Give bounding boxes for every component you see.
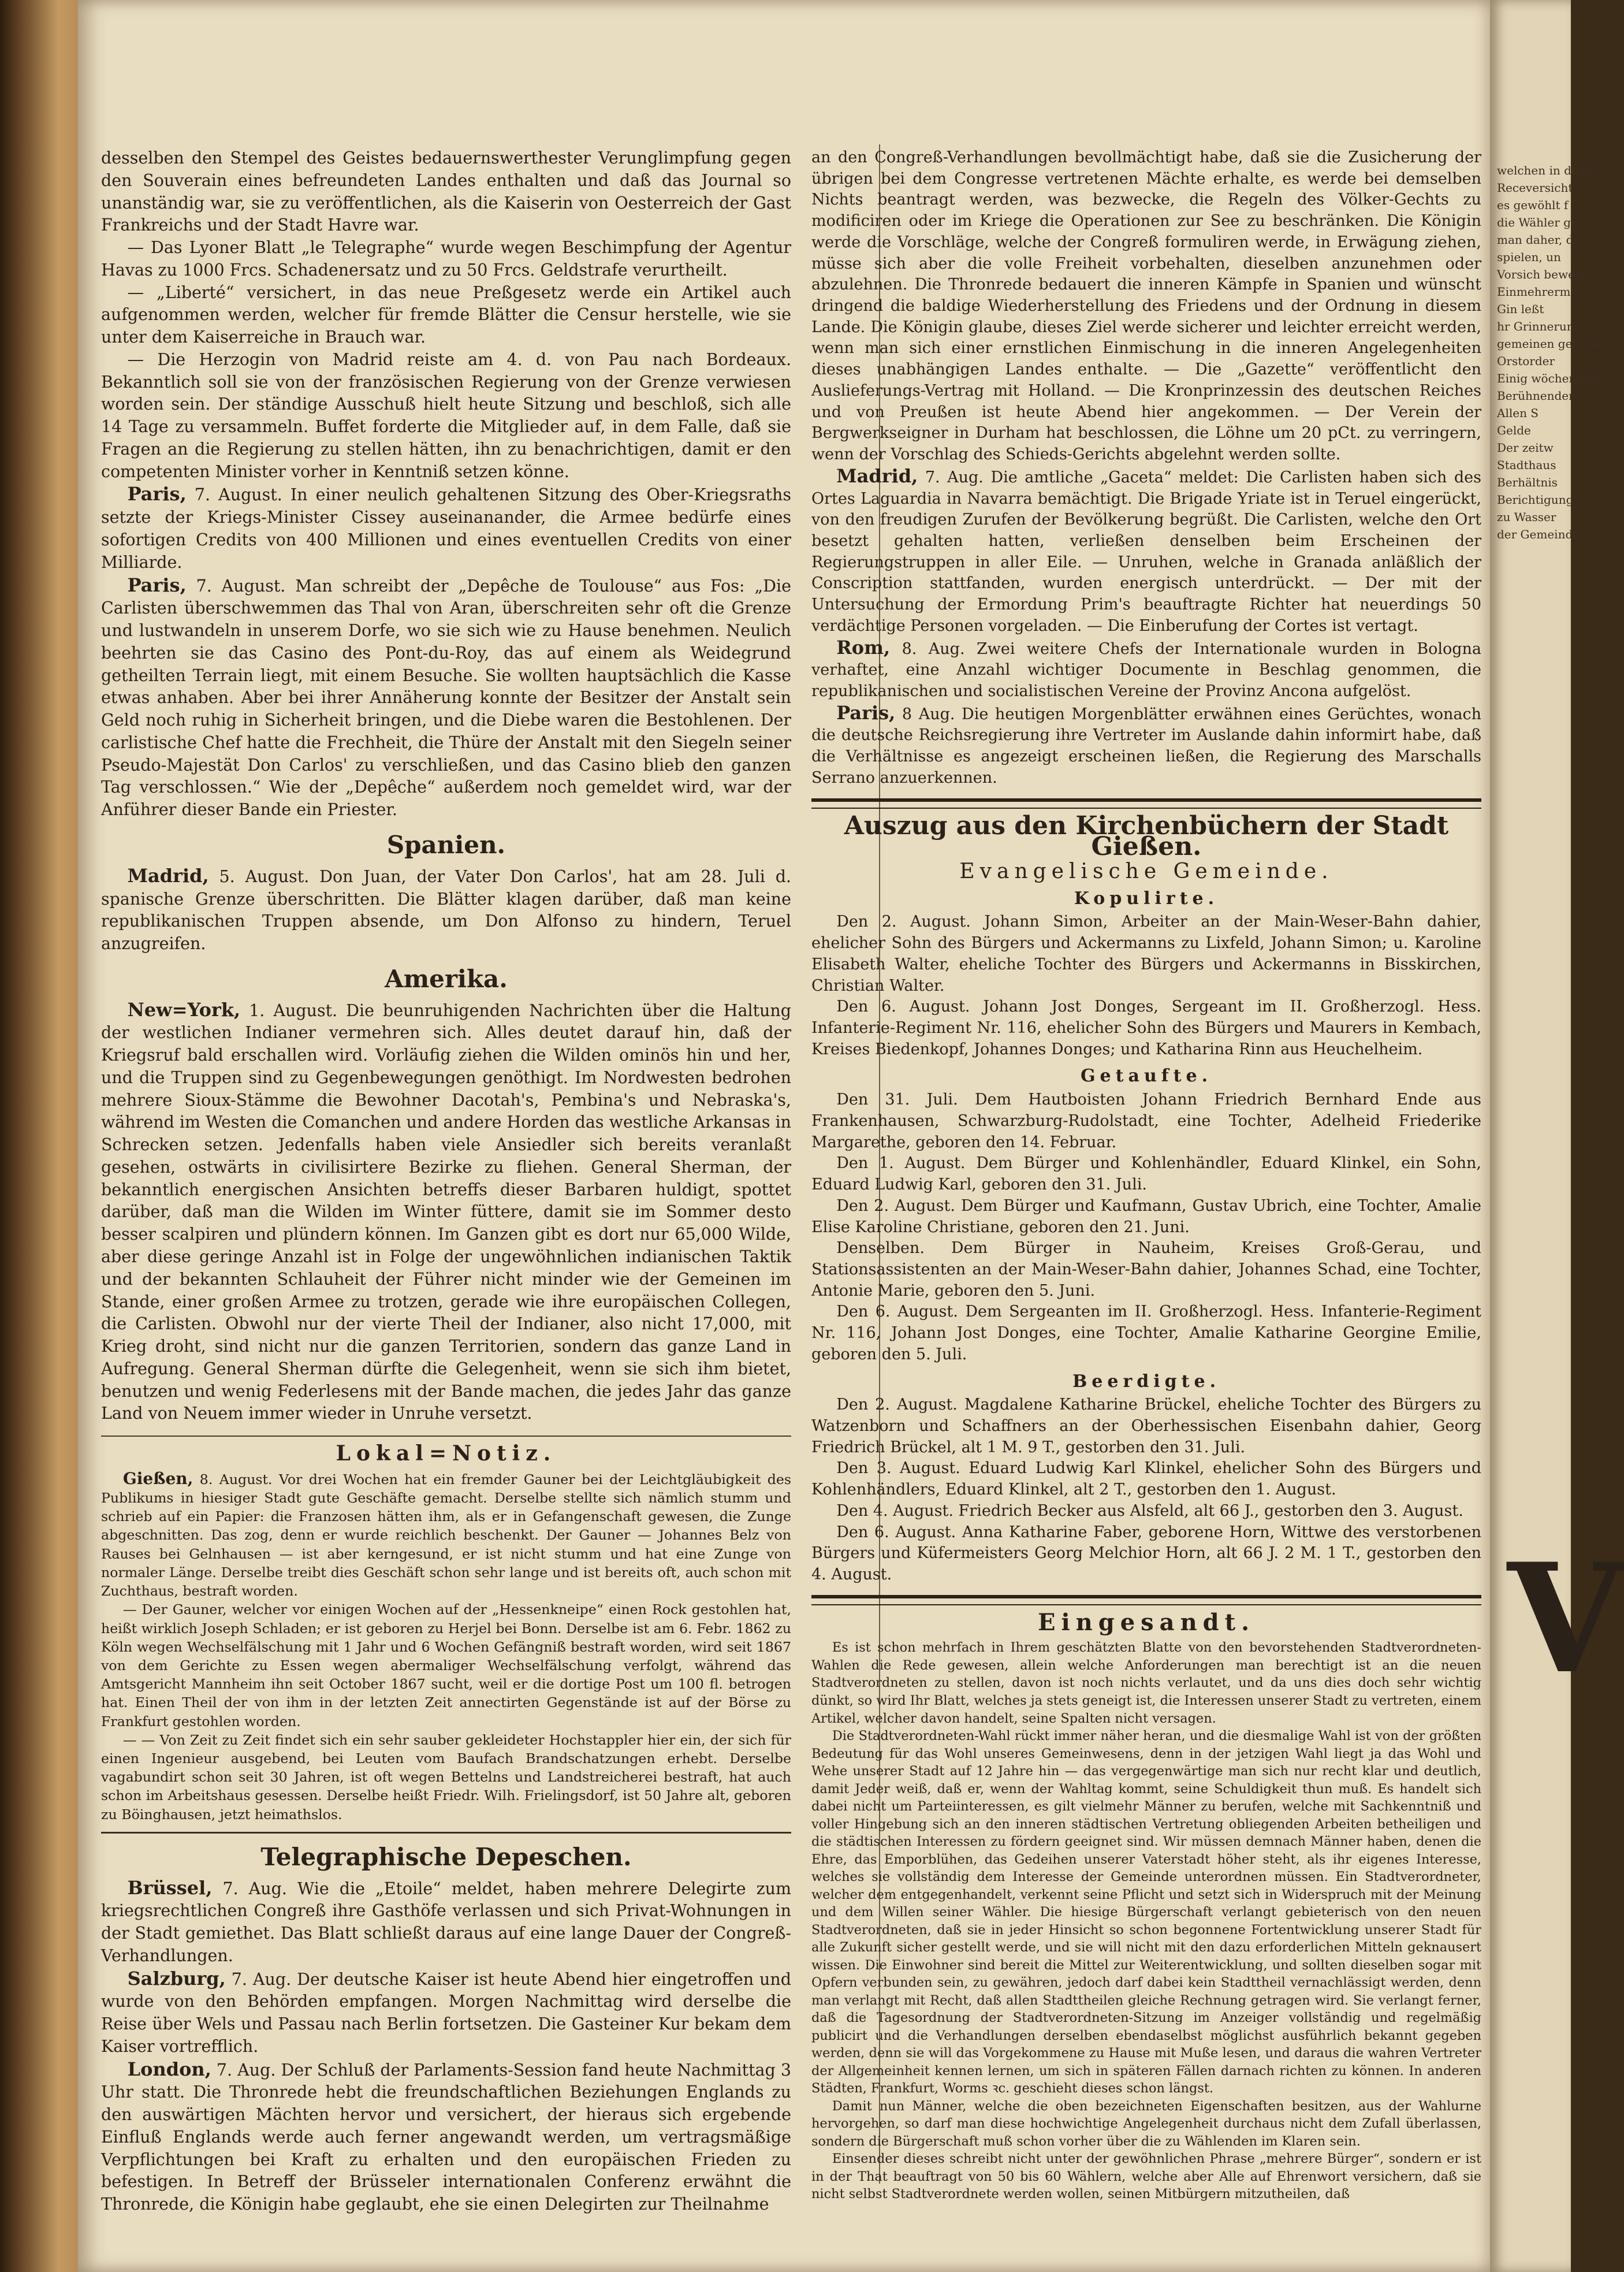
article-paragraph: — — Von Zeit zu Zeit findet sich ein sehr sauber gekleideter Hochstappler hier ein, der sich für einen Ingenieur ausgebend, bei Leuten vom Baufach Brandschatzungen erhebt. Derselbe vagabundirt schon seit 30 Jahren, ist oft wegen Bettelns und Landstreicherei bestraft, hat auch schon im Arbeitshaus gesessen. Derselbe heißt Friedr. Wilh. Frielingsdorf, ist 50 Jahre alt, geboren zu Böinghausen, jetzt heimathslos. (101, 1731, 791, 1823)
dateline: New=York, (127, 998, 241, 1021)
article-paragraph (811, 702, 1481, 789)
register-entry: Den 2. August. Dem Bürger und Kaufmann, Gustav Ubrich, eine Tochter, Amalie Elise Karoline Christiane, geboren den 21. Juni. (811, 1196, 1481, 1236)
register-entry: Den 6. August. Dem Sergeanten im II. Großherzogl. Hess. Infanterie-Regiment Nr. 116, Johann Jost Donges, eine Tochter, Amalie Katharine Georgine Emilie, geboren den 5. Juli. (811, 1303, 1481, 1363)
register-entry: Den 1. August. Dem Bürger und Kohlenhändler, Eduard Klinkel, ein Sohn, Eduard Ludwig Karl, geboren den 31. Juli. (811, 1154, 1481, 1194)
eingesandt-block (811, 1639, 1481, 2203)
article-paragraph: — „Liberté“ versichert, in das neue Preßgesetz werde ein Artikel auch aufgenommen werden, welcher für fremde Blätter die Censur herstelle, wie sie unter dem Kaiserreiche in Brauch war. (101, 282, 791, 347)
article-paragraph (101, 483, 791, 574)
section-heading-lokal-notiz: Lokal=Notiz. (101, 1436, 791, 1465)
adjacent-page-line: Vorsich beweist (1497, 267, 1589, 281)
adjacent-page-line: Allen S (1497, 406, 1539, 420)
adjacent-page-line: es gewöhlt f (1497, 198, 1569, 212)
article-paragraph: Einsender dieses schreibt nicht unter der gewöhnlichen Phrase „mehrere Bürger“, sondern er ist in der That beauftragt von 50 bis 60 Wählern, welche aber Alle auf Ehrenwort versichern, daß sie nicht selbst Stadtverordnete werden wollen, seinen Mitbürgern mitzutheilen, daß (811, 2151, 1481, 2202)
dateline: Madrid, (127, 864, 209, 887)
category-heading-kopulirte: Kopulirte. (1074, 888, 1219, 909)
adjacent-page-line: Orstorder (1497, 354, 1555, 368)
right-column (811, 147, 1481, 2203)
dateline: Rom, (836, 636, 891, 659)
section-heading-spanien: Spanien. (386, 830, 506, 859)
section-heading-amerika: Amerika. (385, 964, 508, 993)
register-entry: Denselben. Dem Bürger in Nauheim, Kreises Groß-Gerau, und Stationsassistenten an der Main-Weser-Bahn dahier, Johannes Schad, eine Tochter, Antonie Marie, geboren den 5. Juni. (811, 1239, 1481, 1300)
category-heading-getaufte: Getaufte. (1080, 1066, 1213, 1087)
register-entry: Den 2. August. Magdalene Katharine Brückel, eheliche Tochter des Bürgers zu Watzenborn und Schaffners an der Oberhessischen Eisenbahn dahier, Georg Friedrich Brückel, alt 1 M. 9 T., gestorben den 31. Juli. (811, 1396, 1481, 1456)
article-text: 7. Aug. Die amtliche „Gaceta“ meldet: Die Carlisten haben sich des Ortes Laguardia in Navarra bemächtigt. Die Brigade Yriate ist in Teruel eingerückt, von den freudigen Zurufen der Bevölkerung begrüßt. Die Carlisten, welche den Ort besetzt gehalten hatten, verließen denselben beim Erscheinen der Regierungstruppen in aller Eile. — Unruhen, welche in Granada anläßlich der Conscription stattfanden, wurden energisch unterdrückt. — Der mit der Untersuchung der Ermordung Prim's beauftragte Richter hat neuerdings 50 verdächtige Personen vorgeladen. — Die Einberufung der Cortes ist vertagt. (811, 468, 1481, 635)
dateline: Madrid, (836, 464, 918, 487)
adjacent-page-line: hr Grinnerung (1497, 319, 1582, 333)
article-paragraph (101, 1470, 791, 1600)
adjacent-page-line: Berichtigung (1497, 493, 1574, 507)
adjacent-page-line: Einig wöchentlich (1497, 371, 1603, 385)
adjacent-page-line: Der zeitw (1497, 441, 1554, 455)
section-heading-telegraphische-depeschen: Telegraphische Depeschen. (260, 1842, 632, 1871)
article-text: 8. Aug. Zwei weitere Chefs der Internationale wurden in Bologna verhaftet, eine Anzahl wichtiger Documente in Beschlag genommen, die republikanischen und socialistischen Vereine der Provinz Ancona aufgelöst. (811, 639, 1481, 700)
section-heading-eingesandt: Eingesandt. (1037, 1608, 1256, 1636)
dateline: Gießen, (122, 1468, 193, 1488)
article-text: 7. Aug. Wie die „Etoile“ meldet, haben mehrere Delegirte zum kriegsrechtlichen Congreß ihre Gasthöfe verlassen und sich Privat-Wohnungen in der Stadt gemiethet. Das Blatt schließt daraus auf eine lange Dauer der Congreß-Verhandlungen. (101, 1879, 791, 1965)
adjacent-page-line: Receversicht (1497, 181, 1573, 195)
article-paragraph (101, 1877, 791, 1968)
register-entry: Den 3. August. Eduard Ludwig Karl Klinkel, ehelicher Sohn des Bürgers und Kohlenhändlers, Eduard Klinkel, alt 2 T., gestorben den 1. August. (811, 1459, 1481, 1499)
adjacent-page-text (1490, 0, 1603, 543)
adjacent-page-line: man daher, das (1497, 233, 1586, 247)
article-text: 7. Aug. Der Schluß der Parlaments-Session fand heute Nachmittag 3 Uhr statt. Die Thronrede hebt die freundschaftlichen Beziehungen Englands zu den auswärtigen Mächten hervor und versichert, der hieraus sich ergebende Einfluß Englands werde auch ferner angewandt werden, um vertragsmäßige Verpflichtungen bei Kraft zu erhalten und den europäischen Frieden zu befestigen. In Betreff der Brüsseler internationalen Conferenz erwähnt die Thronrede, die Königin habe geglaubt, ehe sie einen Delegirten zur Theilnahme (101, 2060, 791, 2214)
article-paragraph (101, 574, 791, 821)
adjacent-page-line: Gelde (1497, 423, 1531, 437)
adjacent-page-line: gemeinen gesund (1497, 337, 1601, 351)
dateline: London, (127, 2058, 211, 2080)
article-paragraph: Es ist schon mehrfach in Ihrem geschätzten Blatte von den bevorstehenden Stadtverordneten-Wahlen die Rede gewesen, allein welche Anforderungen man berechtigt ist an die neuen Stadtverordneten zu stellen, davon ist noch nichts verlautet, und da uns dies doch sehr wichtig dünkt, so wird Ihr Blatt, welches ja stets geneigt ist, die Interessen unserer Stadt zu vertreten, einem Artikel, welcher davon handelt, seine Spalten nicht versagen. (811, 1640, 1481, 1726)
separator-rule (101, 1832, 791, 1834)
article-paragraph (101, 1968, 791, 2058)
register-entry: Den 31. Juli. Dem Hautboisten Johann Friedrich Bernhard Ende aus Frankenhausen, Schwarzburg-Rudolstadt, eine Tochter, Adelheid Friederike Margarethe, geboren den 14. Februar. (811, 1091, 1481, 1151)
adjacent-page-line: zu Wasser (1497, 510, 1556, 524)
left-column (101, 147, 791, 2216)
dateline: Paris, (836, 701, 896, 724)
article-text: 7. Aug. Der deutsche Kaiser ist heute Abend hier eingetroffen und wurde von den Behörden empfangen. Morgen Nachmittag wird derselbe die Reise über Wels und Passau nach Berlin fortsetzen. Die Gasteiner Kur bekam dem Kaiser vortrefflich. (101, 1969, 791, 2056)
dateline: Salzburg, (127, 1967, 226, 1990)
adjacent-page-line: Berhältnis (1497, 475, 1558, 489)
dateline: Paris, (127, 574, 187, 596)
adjacent-page-line: der Gemeinde (1497, 527, 1580, 541)
article-paragraph: desselben den Stempel des Geistes bedauernswerthester Verunglimpfung gegen den Souverain eines befreundeten Landes enthalten und daß das Journal so unanständig war, sie zu veröffentlichen, als die Kaiserin von Oesterreich der Gast Frankreichs und der Stadt Havre war. (101, 148, 791, 235)
register-entry: Den 6. August. Anna Katharine Faber, geborene Horn, Wittwe des verstorbenen Bürgers und Küfermeisters Georg Melchior Horn, alt 66 J. 2 M. 1 T., gestorben den 4. August. (811, 1523, 1481, 1583)
article-paragraph (101, 865, 791, 955)
article-paragraph (101, 999, 791, 1426)
article-text: 1. August. Die beunruhigenden Nachrichten über die Haltung der westlichen Indianer vermehren sich. Alles deutet darauf hin, daß der Kriegsruf bald erschallen wird. Vorläufig ziehen die Wilden ominös hin und her, und die Truppen sind zu Gegenbewegungen genöthigt. Im Nordwesten bedrohen mehrere Sioux-Stämme die Bewohner Dacotah's, Pembina's und Nebraska's, während im Westen die Comanchen und andere Horden das westliche Arkansas in Schrecken setzen. Jedenfalls haben viele Ansiedler sich bereits veranlaßt gesehen, ostwärts in civilisirtere Bezirke zu fliehen. General Sherman, der bekanntlich energischen Ansichten betreffs dieser Barbaren huldigt, spottet darüber, daß man die Wilden im Winter füttere, damit sie im Sommer desto besser scalpiren und plündern können. Im Ganzen gibt es dort nur 65,000 Wilde, aber diese geringe Anzahl ist in Folge der ungewöhnlichen indianischen Taktik und der bekannten Schlauheit der Führer nicht minder wie der Gemeinen im Stande, einer großen Armee zu trotzen, gerade wie ihre europäischen Collegen, die Carlisten. Obwohl nur der vierte Theil der Indianer, also nicht 17,000, mit Krieg droht, sind nicht nur die ganzen Territorien, sondern das ganze Land in Aufregung. General Sherman dürfte die Gelegenheit, wenn sie sich ihm bietet, benutzen und wenig Federlesens mit der Bande machen, die jedes Jahr das ganze Land von Neuem immer wieder in Unruhe versetzt. (101, 1001, 792, 1423)
article-paragraph: Damit nun Männer, welche die oben bezeichneten Eigenschaften besitzen, aus der Wahlurne hervorgehen, so darf man diese hochwichtige Angelegenheit durchaus nicht dem Zufall überlassen, sondern die Bürgerschaft muß schon vorher über die zu Wählenden im Klaren sein. (811, 2098, 1481, 2149)
article-paragraph (101, 2058, 791, 2216)
article-text: 7. August. Man schreibt der „Depêche de Toulouse“ aus Fos: „Die Carlisten überschwemmen das Thal von Aran, überschreiten sehr oft die Grenze und lustwandeln in unserem Dorfe, wo sie sich wie zu Hause benehmen. Neulich beehrten sie das Casino des Pont-du-Roy, das auf einem als Weidegrund getheilten Terrain liegt, mit einem Besuche. Sie wollten hauptsächlich die Kasse etwas anhaben. Aber bei ihrer Annäherung konnte der Besitzer der Anstalt sein Geld noch ruhig in Sicherheit bringen, und die Diebe waren die Bestohlenen. Der carlistische Chef hatte die Frechheit, die Thüre der Anstalt mit den Siegeln seiner Pseudo-Majestät Don Carlos' zu verschließen, und das Casino blieb den ganzen Tag verschlossen.“ Wie der „Depêche“ außerdem noch gemeldet wird, war der Anführer dieser Bande ein Priester. (101, 576, 791, 820)
article-text: 8 Aug. Die heutigen Morgenblätter erwähnen eines Gerüchtes, wonach die deutsche Reichsregierung ihre Vertreter im Auslande dahin informirt habe, daß die Verhältnisse es angezeigt erscheinen ließen, die Regierung des Marschalls Serrano anzuerkennen. (811, 705, 1481, 787)
adjacent-page-line: Gin leßt (1497, 302, 1544, 316)
article-paragraph: Die Stadtverordneten-Wahl rückt immer näher heran, und die diesmalige Wahl ist von der größten Bedeutung für das Wohl unseres Gemeinwesens, denn in der jetzigen Wahl liegt ja das Wohl und Wehe unserer Stadt auf 12 Jahre hin — das vergegenwärtige man sich nur recht klar und deutlich, damit Jeder weiß, daß er, wenn der Wahltag kommt, seine Schuldigkeit thun muß. Es handelt sich dabei nicht um Parteiinteressen, es gilt vielmehr Männer zu berufen, welche mit Sachkenntniß und voller Hingebung sich an den inneren städtischen Vertretung obliegenden Arbeiten betheiligen und die städtischen Interessen zu fördern geeignet sind. Wir müssen demnach Männer haben, denen die Ehre, das Emporblühen, das Gedeihen unserer Vaterstadt höher steht, als ihr eigenes Interesse, welches sie vollständig dem Interesse der Gemeinde unterordnen müssen. Ein Stadtverordneter, welcher dem entgegenhandelt, verkennt seine Pflicht und setzt sich in Widerspruch mit der Meinung und dem Willen seiner Wähler. Die hiesige Bürgerschaft verlangt gebieterisch von den neuen Stadtverordneten, daß sie in jeder Hinsicht so schon begonnene Fortentwicklung unserer Stadt für alle Zukunft sicher gestellt werde, und sie will nicht mit den dazu erforderlichen Mitteln geknausert wissen. Die Einwohner sind bereit die Mittel zur Weiterentwicklung, und sollten dieselben sogar mit Opfern verbunden sein, zu gewähren, jedoch darf dabei kein Stadttheil vernachlässigt werden, denn man verlangt mit Recht, daß allen Stadttheilen gleiche Rechnung getragen wird. Sie verlangt ferner, daß die Tagesordnung der Stadtverordneten-Sitzung im Anzeiger vollständig und regelmäßig publicirt und die Verhandlungen derselben ebendaselbst möglichst ausführlich bekannt gegeben werden, denn sie will das Vorgekommene zu Hause mit Muße lesen, und daraus die wahren Vertreter der Allgemeinheit kennen lernen, um sich in späteren Fällen darnach richten zu können. In anderen Städten, Frankfurt, Worms ꝛc. geschieht dieses schon längst. (811, 1728, 1481, 2096)
adjacent-page-initial: V (1507, 1531, 1624, 1707)
article-text: 5. August. Don Juan, der Vater Don Carlos', hat am 28. Juli d. spanische Grenze überschritten. Die Blätter klagen darüber, daß man keine republikanischen Truppen absende, um Don Alfonso zu hindern, Teruel anzugreifen. (101, 867, 791, 954)
dateline: Paris, (127, 483, 187, 505)
dateline: Brüssel, (127, 1876, 213, 1899)
article-paragraph: an den Congreß-Verhandlungen bevollmächtigt habe, daß sie die Zusicherung der übrigen bei dem Congresse vertretenen Mächte erhalte, es werde bei demselben Nichts beantragt werden, was bezwecke, die Regeln des Völker-Gechts zu modificiren oder im Kriege die Operationen zur See zu beschränken. Die Königin werde die Vorschläge, welche der Congreß formuliren werde, in Erwägung ziehen, müsse sich aber die volle Freiheit vorbehalten, dieselben anzunehmen oder abzulehnen. Die Thronrede bedauert die inneren Kämpfe in Spanien und wünscht dringend die baldige Wiederherstellung des Friedens und der Ordnung in diesem Lande. Die Königin glaube, dieses Ziel werde sicherer und leichter erreicht werden, wenn man sich einer ernstlichen Einmischung in die inneren Angelegenheiten dieses unabhängigen Landes enthalte. — Die „Gazette“ veröffentlicht den Auslieferungs-Vertrag mit Holland. — Die Kronprinzessin des deutschen Reiches und von Preußen ist heute Abend hier angekommen. — Der Verein der Bergwerkseigner in Durham hat beschlossen, die Löhne um 20 pCt. zu verringern, wenn der Vorschlag des Schieds-Gerichts abgelehnt werden sollte. (811, 148, 1481, 464)
article-paragraph (811, 637, 1481, 702)
adjacent-page-line: Stadthaus (1497, 458, 1556, 472)
kirchenbuch-subheading: Evangelische Gemeinde. (959, 860, 1334, 883)
separator-double-rule (811, 798, 1481, 809)
register-entry: Den 4. August. Friedrich Becker aus Alsfeld, alt 66 J., gestorben den 3. August. (836, 1501, 1463, 1520)
lokal-notiz-block (101, 1470, 791, 1824)
kirchenbuch-heading: Auszug aus den Kirchenbüchern der Stadt Gießen. (844, 810, 1449, 862)
article-paragraph: — Die Herzogin von Madrid reiste am 4. d. von Pau nach Bordeaux. Bekanntlich soll sie von der französischen Regierung von der Grenze verwiesen worden sein. Der ständige Ausschuß hielt heute Sitzung und beschloß, sich alle 14 Tage zu versammeln. Buffet forderte die Mitglieder auf, in dem Falle, daß sie Fragen an die Regierung zu stellen hätten, ihn zu benachrichtigen, damit er den competenten Minister vorher in Kenntniß setzen könne. (101, 349, 791, 481)
adjacent-page-line: Berühnender (1497, 389, 1574, 403)
register-entry: Den 6. August. Johann Jost Donges, Sergeant im II. Großherzogl. Hess. Infanterie-Regiment Nr. 116, ehelicher Sohn des Bürgers und Maurers in Kembach, Kreises Biedenkopf, Johannes Donges; und Katharina Rinn aus Heuchelheim. (811, 998, 1481, 1058)
adjacent-page-line: spielen, un (1497, 250, 1561, 264)
article-paragraph: — Das Lyoner Blatt „le Telegraphe“ wurde wegen Beschimpfung der Agentur Havas zu 1000 Frcs. Schadenersatz und zu 50 Frcs. Geldstrafe verurtheilt. (101, 238, 791, 280)
article-paragraph (811, 466, 1481, 637)
adjacent-page-line: Einmehrerm (1497, 285, 1571, 299)
book-spine (0, 0, 78, 2272)
article-text: 7. August. In einer neulich gehaltenen Sitzung des Ober-Kriegsraths setzte der Kriegs-Minister Cissey auseinanander, die Armee bedürfe eines sofortigen Credits von 400 Millionen und eines eventuellen Credits von einer Milliarde. (101, 485, 791, 572)
adjacent-page-line: die Wähler gesi (1497, 215, 1588, 229)
separator-double-rule (811, 1595, 1481, 1605)
adjacent-page-line: welchen in diese (1497, 163, 1595, 177)
article-paragraph: — Der Gauner, welcher vor einigen Wochen auf der „Hessenkneipe“ einen Rock gestohlen hat, heißt wirklich Joseph Schladen; er ist geboren zu Herjel bei Bonn. Derselbe ist am 6. Febr. 1862 zu Köln wegen Wechselfälschung mit 1 Jahr und 6 Wochen Gefängniß bestraft worden, wird seit 1867 von dem Gerichte zu Essen wegen abermaliger Wechselfälschung verfolgt, während das Amtsgericht Mannheim ihn seit October 1867 sucht, weil er die dortige Post um 100 fl. betrogen hat. Einen Theil der von ihm in der letzten Zeit annectirten Gegenstände ist auf der Börse zu Frankfurt gestohlen worden. (101, 1601, 791, 1730)
register-entry: Den 2. August. Johann Simon, Arbeiter an der Main-Weser-Bahn dahier, ehelicher Sohn des Bürgers und Ackermanns zu Lixfeld, Johann Simon; u. Karoline Elisabeth Walter, eheliche Tochter des Bürgers und Ackermanns in Bisskirchen, Christian Walter. (811, 913, 1481, 995)
adjacent-page-edge (1490, 0, 1624, 2272)
article-text: 8. August. Vor drei Wochen hat ein fremder Gauner bei der Leichtgläubigkeit des Publikums in hiesiger Stadt gute Geschäfte gemacht. Derselbe stellte sich nämlich stumm und schrieb auf ein Papier: die Franzosen hätten ihm, als er in Gefangenschaft gewesen, die Zunge abgeschnitten. Das zog, denn er wurde reichlich beschenkt. Der Gauner — Johannes Belz von Rauses bei Gelnhausen — ist aber kerngesund, er ist nicht stumm und hat eine Zunge von normaler Länge. Derselbe treibt dies Geschäft schon sehr lange und ist bereits oft, auch schon mit Zuchthaus, bestraft worden. (101, 1471, 791, 1600)
category-heading-beerdigte: Beerdigte. (1072, 1371, 1221, 1392)
